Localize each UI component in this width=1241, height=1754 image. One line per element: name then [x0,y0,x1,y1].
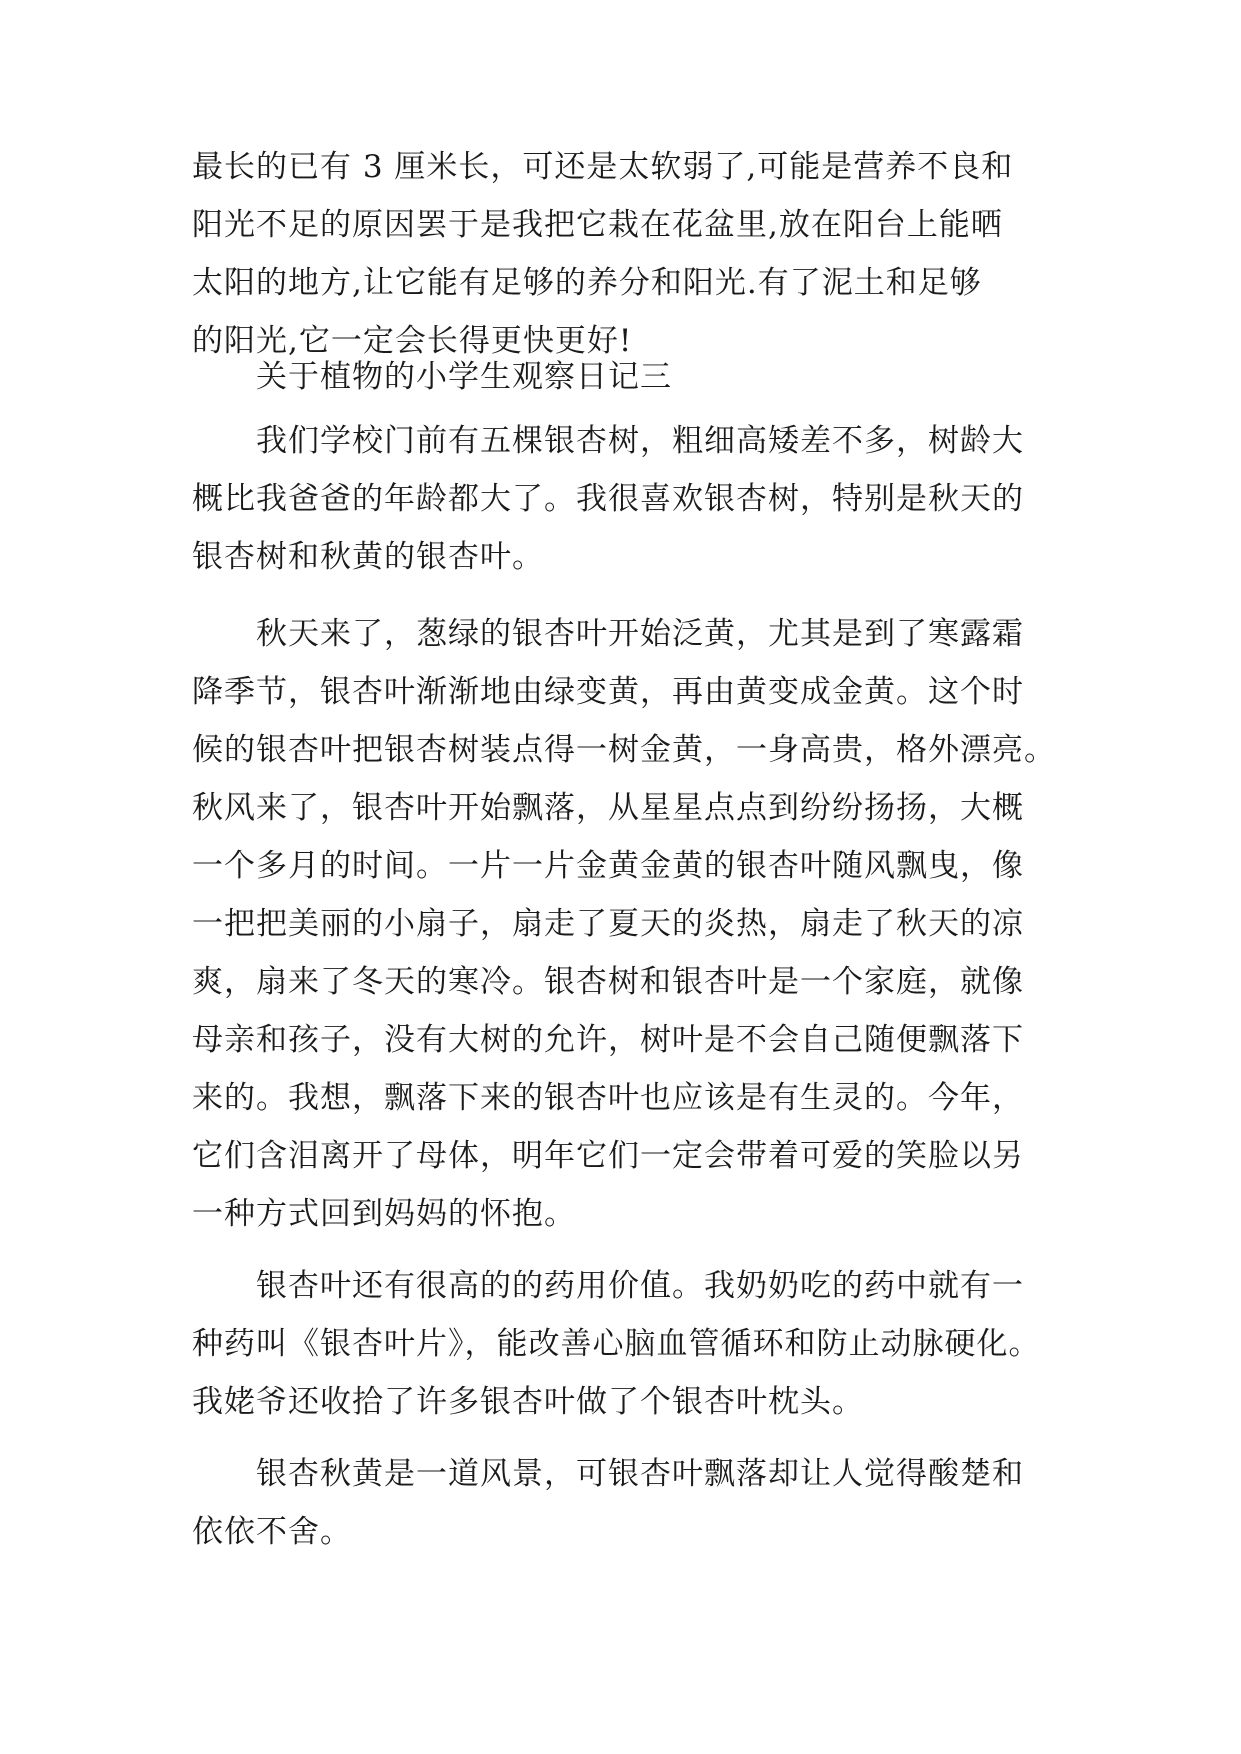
text-line: 秋风来了，银杏叶开始飘落，从星星点点到纷纷扬扬，大概 [192,790,1024,826]
text-line: 银杏树和秋黄的银杏叶。 [192,539,544,575]
text-line: 母亲和孩子，没有大树的允许，树叶是不会自己随便飘落下 [192,1022,1024,1058]
text-line: 概比我爸爸的年龄都大了。我很喜欢银杏树，特别是秋天的 [192,481,1024,517]
section-title: 关于植物的小学生观察日记三 [256,359,672,395]
text-line: 一把把美丽的小扇子，扇走了夏天的炎热，扇走了秋天的凉 [192,906,1024,942]
text-line: 候的银杏叶把银杏树装点得一树金黄，一身高贵，格外漂亮。 [192,732,1056,768]
text-line: 太阳的地方,让它能有足够的养分和阳光.有了泥土和足够 [192,265,982,301]
text-line: 一种方式回到妈妈的怀抱。 [192,1196,576,1232]
text-line: 依依不舍。 [192,1514,352,1550]
text-line: 秋天来了，葱绿的银杏叶开始泛黄，尤其是到了寒露霜 [256,616,1024,652]
text-line: 银杏秋黄是一道风景，可银杏叶飘落却让人觉得酸楚和 [256,1456,1024,1492]
text-line: 我姥爷还收拾了许多银杏叶做了个银杏叶枕头。 [192,1384,864,1420]
text-line: 银杏叶还有很高的的药用价值。我奶奶吃的药中就有一 [256,1268,1024,1304]
paragraph-continued [192,138,1052,370]
text-line: 我们学校门前有五棵银杏树，粗细高矮差不多，树龄大 [256,423,1024,459]
text-line: 一个多月的时间。一片一片金黄金黄的银杏叶随风飘曳，像 [192,848,1024,884]
paragraph-3 [192,1257,1052,1431]
text-line: 最长的已有 3 厘米长，可还是太软弱了,可能是营养不良和 [192,149,1014,185]
text-line: 爽，扇来了冬天的寒冷。银杏树和银杏叶是一个家庭，就像 [192,964,1024,1000]
text-line: 它们含泪离开了母体，明年它们一定会带着可爱的笑脸以另 [192,1138,1024,1174]
paragraph-4 [192,1445,1052,1561]
text-line: 来的。我想，飘落下来的银杏叶也应该是有生灵的。今年， [192,1080,1024,1116]
paragraph-1 [192,412,1052,586]
section-title-block [192,348,1052,406]
text-line: 降季节，银杏叶渐渐地由绿变黄，再由黄变成金黄。这个时 [192,674,1024,710]
paragraph-2 [192,605,1056,1243]
text-line: 的阳光,它一定会长得更快更好! [192,323,633,359]
text-line: 种药叫《银杏叶片》，能改善心脑血管循环和防止动脉硬化。 [192,1326,1041,1362]
text-line: 阳光不足的原因罢于是我把它栽在花盆里,放在阳台上能晒 [192,207,1003,243]
